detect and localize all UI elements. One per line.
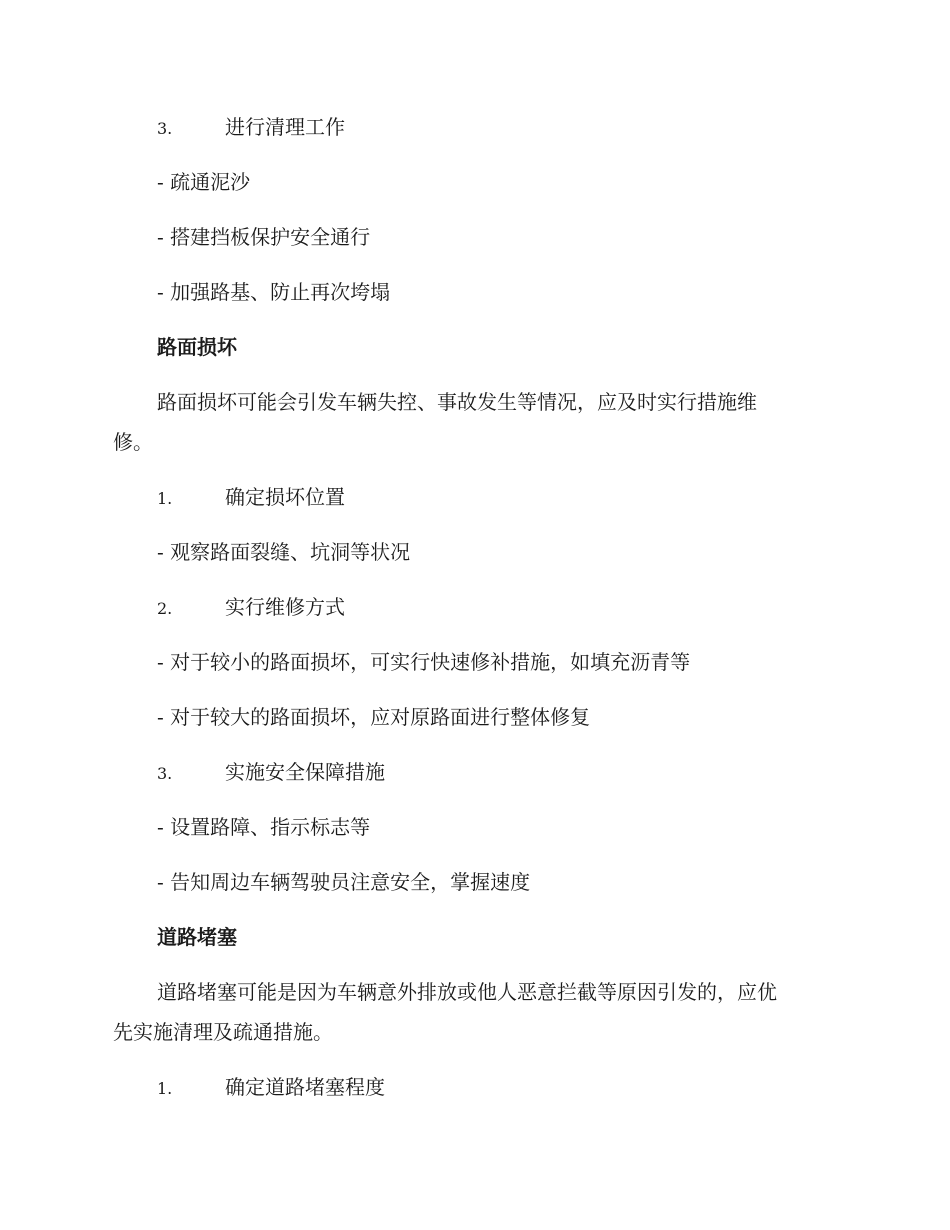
paragraph-line: 先实施清理及疏通措施。 [113, 1020, 333, 1044]
list-item-text: 进行清理工作 [225, 115, 345, 139]
bullet-item: - 对于较小的路面损坏，可实行快速修补措施，如填充沥青等 [157, 650, 691, 674]
list-number: 3. [157, 764, 173, 783]
list-item-text: 确定道路堵塞程度 [225, 1075, 385, 1099]
bullet-item: - 搭建挡板保护安全通行 [157, 225, 371, 249]
list-number: 2. [157, 599, 173, 618]
list-number: 1. [157, 1079, 173, 1098]
bullet-item: - 加强路基、防止再次垮塌 [157, 280, 391, 304]
paragraph-line: 道路堵塞可能是因为车辆意外排放或他人恶意拦截等原因引发的，应优 [157, 980, 777, 1004]
section-heading-road-block: 道路堵塞 [157, 925, 237, 949]
bullet-item: - 观察路面裂缝、坑洞等状况 [157, 540, 411, 564]
list-number: 3. [157, 119, 173, 138]
bullet-item: - 设置路障、指示标志等 [157, 815, 371, 839]
list-item-text: 实行维修方式 [225, 595, 345, 619]
bullet-item: - 疏通泥沙 [157, 170, 251, 194]
paragraph-line: 路面损坏可能会引发车辆失控、事故发生等情况，应及时实行措施维 [157, 390, 757, 414]
paragraph-line: 修。 [113, 430, 153, 454]
list-item-text: 确定损坏位置 [225, 485, 345, 509]
list-item-text: 实施安全保障措施 [225, 760, 385, 784]
bullet-item: - 告知周边车辆驾驶员注意安全，掌握速度 [157, 870, 531, 894]
section-heading-road-damage: 路面损坏 [157, 335, 237, 359]
bullet-item: - 对于较大的路面损坏，应对原路面进行整体修复 [157, 705, 591, 729]
list-number: 1. [157, 489, 173, 508]
